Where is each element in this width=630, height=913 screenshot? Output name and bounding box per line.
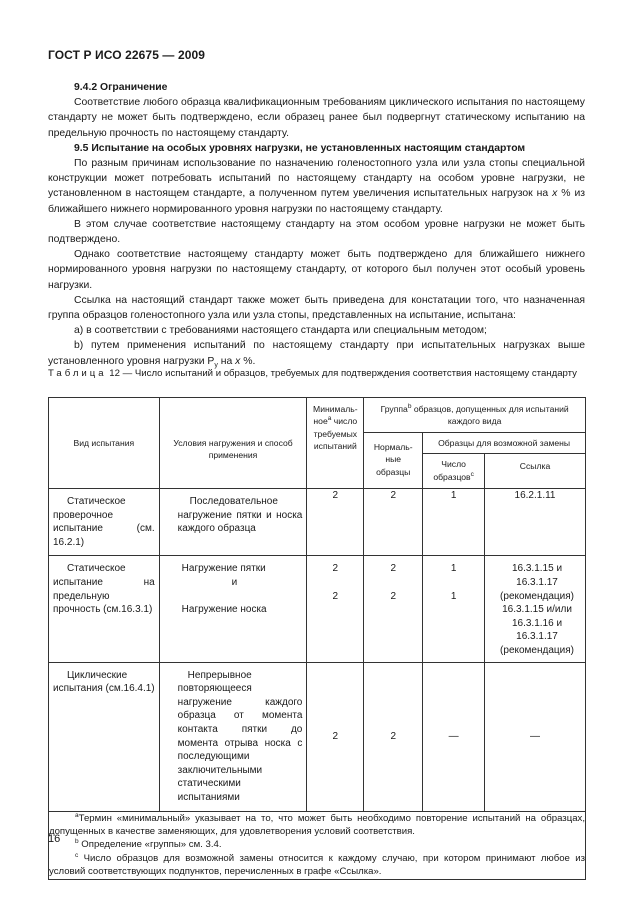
header-load-conditions: Условия нагружения и способ применения (159, 398, 307, 489)
cell-conditions: Последовательное нагружение пятки и носка каждого образца (159, 489, 307, 556)
table-12-caption: Таблица 12 — Число испытаний и образцов, требуемых для подтверждения соответствия настоящему стандарту (48, 368, 577, 379)
table-12 (48, 397, 586, 880)
section-9-5-title: 9.5 Испытание на особых уровнях нагрузки, не установленных настоящим стандартом (74, 142, 526, 154)
cell-normal-samples: 2 2 (364, 556, 423, 662)
cell-sample-count: 1 (423, 489, 485, 556)
header-sample-group: Группа$^b$ образцов, допущенных для испытаний каждого вида (364, 398, 586, 433)
cell-test-type: Циклические испытания (см.16.4.1) (49, 662, 160, 811)
cell-conditions: Нагружение пятки и Нагружение носка (159, 556, 307, 662)
cell-min-tests: 2 (307, 662, 364, 811)
cell-min-tests: 2 2 (307, 556, 364, 662)
table-notes (49, 811, 586, 879)
header-min-tests: Минималь-ное$^a$ число требуемых испытаний (307, 398, 364, 489)
cell-reference: 16.2.1.11 (485, 489, 586, 556)
table-notes-row (49, 811, 586, 879)
section-9-5-item-b: b) путем применения испытаний по настоящему стандарту при испытательных нагрузках выше установленного уровня нагрузки $P_y$ на x %. (48, 340, 585, 369)
cell-sample-count: — (423, 662, 485, 811)
header-sample-count: Число образцов$^c$ (423, 454, 485, 489)
note-c: $^c$ Число образцов для возможной замены относится к каждому случаю, при котором принимают любое из условий соответствующих подпунктов, перечисленных в графе «Ссылка». (49, 851, 585, 878)
header-normal-samples: Нормаль-ные образцы (364, 432, 423, 488)
section-9-5-paragraph-4: Ссылка на настоящий стандарт также может быть приведена для констатации того, что назначенная группа образцов голеностопного узла или узла стопы, представленных на испытание, испытана: (48, 294, 585, 322)
cell-normal-samples: 2 (364, 662, 423, 811)
section-9-5-paragraph-2: В этом случае соответствие настоящему стандарту на этом особом уровне нагрузки не может быть подтверждено. (48, 218, 585, 246)
section-9-4-2-title: 9.4.2 Ограничение (74, 82, 168, 93)
cell-reference: — (485, 662, 586, 811)
section-9-5-item-a: а) в соответствии с требованиями настоящего стандарта или специальным методом; (74, 325, 487, 337)
note-b: $^b$ Определение «группы» см. 3.4. (75, 838, 222, 851)
header-replacement-samples: Образцы для возможной замены (423, 432, 586, 453)
section-9-5-paragraph-1: По разным причинам использование по назначению голеностопного узла или узла стопы специальной конструкции может потребовать испытаний по настоящему стандарту на особом уровне нагрузки, не установленном в настоящем стандарте, а полученном путем увеличения испытательных нагрузок на x % из ближайшего нижнего нормированного уровня нагрузки по настоящему стандарту. (48, 158, 586, 215)
cell-min-tests: 2 (307, 489, 364, 556)
cell-normal-samples: 2 (364, 489, 423, 556)
cell-sample-count: 1 1 (423, 556, 485, 662)
cell-reference: 16.3.1.15 и 16.3.1.17 (рекомендация) 16.3.1.15 и/или 16.3.1.16 и 16.3.1.17 (рекомендация) (485, 556, 586, 662)
page-number: 16 (48, 833, 61, 845)
table-row (49, 556, 586, 662)
table-row (49, 662, 586, 811)
document-header: ГОСТ Р ИСО 22675 — 2009 (48, 48, 206, 62)
body-text (48, 80, 585, 373)
section-9-5-paragraph-3: Однако соответствие настоящему стандарту может быть подтверждено для ближайшего нижнего нормированного уровня нагрузки по настоящему стандарту, от которого был получен этот особый уровень нагрузки. (48, 249, 585, 291)
header-reference: Ссылка (485, 454, 586, 489)
section-9-4-2-text: Соответствие любого образца квалификационным требованиям циклического испытания по настоящему стандарту не может быть подтверждено, если образец ранее был подвергнут статическому испытанию на предельную прочность по настоящему стандарту. (48, 97, 585, 139)
cell-conditions: Непрерывное повторяющееся нагружение каждого образца от момента контакта пятки до момента отрыва носка с последующими заключительными статическими испытаниями (159, 662, 307, 811)
header-test-type: Вид испытания (49, 398, 160, 489)
cell-test-type: Статическое проверочное испытание (см. 16.2.1) (49, 489, 160, 556)
cell-test-type: Статическое испытание на предельную прочность (см.16.3.1) (49, 556, 160, 662)
table-row (49, 489, 586, 556)
note-a: $^a$Термин «минимальный» указывает на то, что может быть необходимо повторение испытаний на образцах, допущенных в качестве заменяющих, для удовлетворения условий соответствия. (49, 811, 585, 837)
